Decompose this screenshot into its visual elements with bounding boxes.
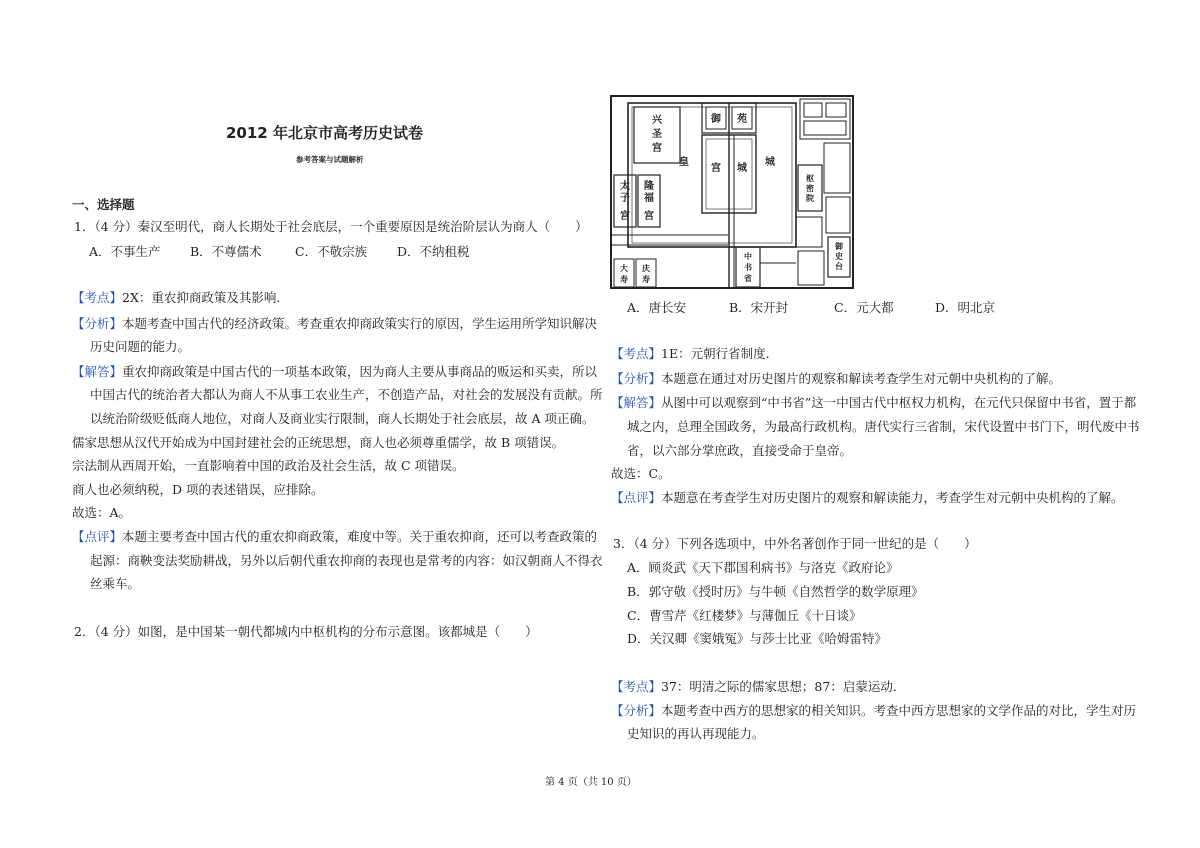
map-label-mi: 密 bbox=[806, 184, 814, 193]
q1-jieda-line2: 中国古代的统治者大都认为商人不从事工农业生产，不创造产品，对社会的发展没有贡献。所 bbox=[90, 387, 603, 402]
q1-option-c: C．不敬宗族 bbox=[295, 244, 368, 259]
map-label-xing: 兴 bbox=[652, 115, 662, 126]
q2-kaodian: 【考点】1E：元朝行省制度． bbox=[611, 346, 779, 361]
map-label-shu: 枢 bbox=[806, 174, 814, 183]
map-label-gong2: 宫 bbox=[620, 211, 630, 222]
q2-jieda-line2: 城之内，总理全国政务，为最高行政机构。唐代实行三省制，宋代设置中书门下，明代废中书 bbox=[627, 419, 1140, 434]
q1-dianping-line3: 丝乘车。 bbox=[90, 576, 141, 591]
q1-fenxi-cont: 历史问题的能力。 bbox=[90, 339, 191, 354]
map-label-sheng2: 省 bbox=[744, 274, 752, 283]
q1-jieda-line6: 商人也必须纳税，D 项的表述错误，应排除。 bbox=[72, 482, 324, 497]
map-label-cheng2: 城 bbox=[765, 157, 775, 168]
q3-kaodian: 【考点】37：明清之际的儒家思想；87：启蒙运动． bbox=[611, 679, 906, 694]
q3-fenxi-cont: 史知识的再认再现能力。 bbox=[627, 726, 765, 741]
q2-jieda: 【解答】从图中可以观察到“中书省”这一中国古代中枢权力机构，在元代只保留中书省，置于都 bbox=[611, 395, 1137, 410]
q1-dianping: 【点评】本题主要考查中国古代的重农抑商政策，难度中等。关于重农抑商，还可以考查政策的 bbox=[72, 529, 598, 544]
map-label-shu2: 书 bbox=[744, 263, 752, 272]
map-label-gong1: 宫 bbox=[652, 143, 662, 154]
map-label-shi: 史 bbox=[835, 252, 843, 261]
page-title: 2012 年北京市高考历史试卷 bbox=[226, 124, 423, 142]
map-label-yu2: 御 bbox=[835, 242, 843, 251]
map-label-long: 隆 bbox=[644, 181, 654, 192]
q2-option-c: C．元大都 bbox=[834, 300, 894, 315]
q1-jieda-line4: 儒家思想从汉代开始成为中国封建社会的正统思想，商人也必须尊重儒学，故 B 项错误。 bbox=[72, 435, 565, 450]
q3-option-a: A．顾炎武《天下郡国利病书》与洛克《政府论》 bbox=[627, 560, 899, 575]
map-label-gong: 宫 bbox=[711, 163, 721, 174]
q1-stem: 1．（4 分）秦汉至明代，商人长期处于社会底层，一个重要原因是统治阶层认为商人（ ） bbox=[74, 219, 588, 234]
q3-option-b: B．郭守敬《授时历》与牛顿《自然哲学的数学原理》 bbox=[627, 584, 924, 599]
map-label-fu: 福 bbox=[644, 193, 654, 204]
map-label-cheng1: 城 bbox=[737, 163, 747, 174]
q3-option-c: C．曹雪芹《红楼梦》与薄伽丘《十日谈》 bbox=[627, 608, 862, 623]
q3-option-d: D．关汉卿《窦娥冤》与莎士比亚《哈姆雷特》 bbox=[627, 631, 888, 646]
q1-jieda: 【解答】重农抑商政策是中国古代的一项基本政策，因为商人主要从事商品的贩运和买卖，所以 bbox=[72, 364, 598, 379]
q1-jieda-line3: 以统治阶级贬低商人地位，对商人及商业实行限制，商人长期处于社会底层，故 A 项正确。 bbox=[90, 411, 595, 426]
q1-kaodian: 【考点】2X：重农抑商政策及其影响． bbox=[72, 290, 289, 305]
page-footer: 第 4 页（共 10 页） bbox=[545, 777, 637, 788]
map-label-qing: 庆 bbox=[642, 264, 650, 273]
q3-stem: 3．（4 分）下列各选项中，中外名著创作于同一世纪的是（ ） bbox=[613, 536, 977, 551]
q2-option-a: A．唐长安 bbox=[627, 300, 687, 315]
map-label-da: 大 bbox=[620, 264, 628, 273]
jieda-tag: 【解答】 bbox=[72, 364, 123, 379]
map-label-tai: 太 bbox=[620, 181, 630, 192]
q2-answer: 故选：C。 bbox=[611, 466, 671, 481]
capital-city-map bbox=[610, 95, 854, 289]
q2-jieda-line3: 省，以六部分掌庶政，直接受命于皇帝。 bbox=[627, 443, 853, 458]
section-heading: 一、选择题 bbox=[72, 197, 135, 212]
q2-option-b: B．宋开封 bbox=[729, 300, 789, 315]
map-label-tai2: 台 bbox=[835, 262, 843, 271]
q2-option-d: D．明北京 bbox=[935, 300, 996, 315]
map-label-zhong: 中 bbox=[744, 252, 752, 261]
fenxi-tag: 【分析】 bbox=[72, 316, 123, 331]
q1-option-d: D．不纳租税 bbox=[397, 244, 470, 259]
q1-dianping-line2: 起源：商鞅变法奖励耕战，另外以后朝代重农抑商的表现也是常考的内容：如汉朝商人不得衣 bbox=[90, 553, 603, 568]
q2-fenxi: 【分析】本题意在通过对历史图片的观察和解读考查学生对元朝中央机构的了解。 bbox=[611, 371, 1062, 386]
q2-dianping: 【点评】本题意在考查学生对历史图片的观察和解读能力，考查学生对元朝中央机构的了解。 bbox=[611, 490, 1124, 505]
dianping-tag: 【点评】 bbox=[72, 529, 123, 544]
q1-jieda-line5: 宗法制从西周开始，一直影响着中国的政治及社会生活，故 C 项错误。 bbox=[72, 458, 465, 473]
map-label-sheng: 圣 bbox=[652, 129, 662, 140]
kaodian-tag: 【考点】 bbox=[72, 290, 123, 305]
q1-fenxi: 【分析】本题考查中国古代的经济政策。考查重农抑商政策实行的原因，学生运用所学知识解决 bbox=[72, 316, 598, 331]
map-label-yu: 御 bbox=[711, 114, 721, 125]
q1-option-a: A．不事生产 bbox=[89, 244, 161, 259]
q3-fenxi: 【分析】本题考查中西方的思想家的相关知识。考查中西方思想家的文学作品的对比，学生对历 bbox=[611, 703, 1137, 718]
map-label-gong3: 宫 bbox=[644, 211, 654, 222]
map-label-zi: 子 bbox=[620, 193, 630, 204]
q1-option-b: B．不尊儒术 bbox=[190, 244, 262, 259]
page-subtitle: 参考答案与试题解析 bbox=[296, 155, 364, 164]
map-label-huang: 皇 bbox=[679, 157, 689, 168]
map-label-shou1: 寿 bbox=[620, 275, 628, 284]
q1-answer: 故选：A。 bbox=[72, 505, 132, 520]
q2-stem: 2．（4 分）如图，是中国某一朝代都城内中枢机构的分布示意图。该都城是（ ） bbox=[74, 624, 538, 639]
map-label-yuan2: 院 bbox=[806, 194, 814, 203]
map-label-yuan: 苑 bbox=[737, 114, 747, 125]
map-label-shou2: 寿 bbox=[642, 275, 650, 284]
